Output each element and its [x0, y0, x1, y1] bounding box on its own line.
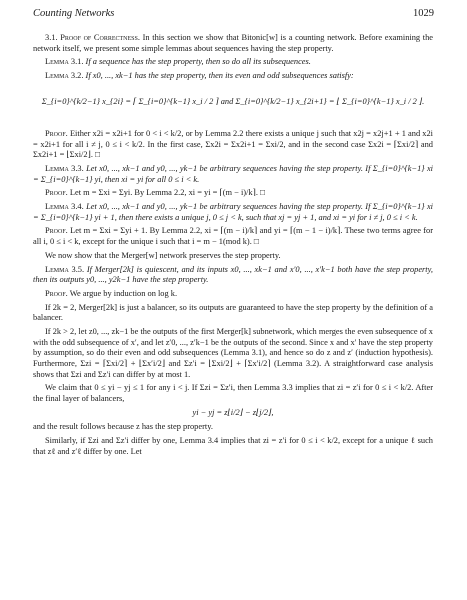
lemma-statement: If Merger[2k] is quiescent, and its inputs x0, ..., xk−1 and x′0, ..., x′k−1 both have the step property, then its outputs y0, ..., y2k−1 have the step property.: [33, 264, 433, 285]
section-paragraph: [33, 33, 433, 54]
proof-paragraph: We claim that 0 ≤ yi − yj ≤ 1 for any i < j. If Σzi = Σz′i, then Lemma 3.3 implies that zi = z′i for 0 ≤ i < k/2. After the final layer of balancers,: [33, 383, 433, 403]
proof-3-5-intro: [33, 289, 433, 300]
proof-paragraph: If 2k = 2, Merger[2k] is just a balancer, so its outputs are guaranteed to have the step property by the definition of a balancer.: [33, 302, 433, 323]
body-text: [33, 33, 433, 460]
equation-y-difference: yi − yj = z⌊i/2⌋ − z⌊j/2⌋,: [192, 407, 274, 417]
proof-label: Proof.: [45, 226, 68, 236]
lemma-3-5: [33, 265, 433, 286]
qed-mark: □: [260, 188, 266, 198]
qed-mark: □: [95, 150, 101, 160]
proof-paragraph: Similarly, if Σzi and Σz′i differ by one, Lemma 3.4 implies that zi = z′i for 0 ≤ i < k/2, except for a unique ℓ such that zℓ and z′ℓ differ by one. Let: [33, 436, 433, 456]
proof-text: Let m = Σxi = Σyi. By Lemma 2.2, xi = yi = ⌈(m − i)/k⌉.: [69, 188, 258, 198]
lemma-label: Lemma 3.1.: [45, 57, 84, 67]
page-number: 1029: [413, 8, 434, 19]
proof-text: We argue by induction on log k.: [69, 288, 178, 298]
running-title: Counting Networks: [33, 8, 115, 19]
lemma-3-2: [33, 71, 433, 82]
proof-text: Either x2i = x2i+1 for 0 < i < k/2, or by Lemma 2.2 there exists a unique j such that x2j = x2j+1 + 1 and x2i = x2i+1 for all i ≠ j, 0 ≤ i < k/2. In the first case, Σx2i = Σx2i+1 = Σxi/2, and in the second case Σx2i = ⌈Σxi/2⌉ and Σx2i+1 = ⌊Σxi/2⌋.: [33, 128, 434, 160]
proof-paragraph: and the result follows because z has the step property.: [33, 422, 213, 432]
proof-text: Let m = Σxi = Σyi + 1. By Lemma 2.2, xi = ⌈(m − i)/k⌉ and yi = ⌈(m − 1 − i)/k⌉. These two terms agree for all i, 0 ≤ i < k, except for the unique i such that i = m − 1(mod k).: [33, 226, 434, 247]
proof-label: Proof.: [45, 188, 68, 198]
proof-label: Proof.: [45, 128, 68, 138]
lemma-label: Lemma 3.4.: [45, 202, 84, 212]
proof-label: Proof.: [45, 288, 68, 298]
running-header: [33, 8, 434, 22]
lemma-label: Lemma 3.5.: [45, 264, 85, 274]
section-intro: In this section we show that Bitonic[w] is a counting network. Before examining the network itself, we present some simple lemmas about sequences having the step property.: [33, 33, 434, 53]
qed-mark: □: [253, 237, 259, 247]
lemma-3-1: [33, 57, 433, 68]
lemma-statement: Let x0, ..., xk−1 and y0, ..., yk−1 be arbitrary sequences having the step property. If Σ_{i=0}^{k−1} xi = Σ_{i=0}^{k−1} yi, then xi = yi for all 0 ≤ i < k.: [33, 163, 434, 184]
proof-3-4: [33, 226, 433, 247]
lemma-3-4: [33, 202, 433, 223]
proof-3-2: [33, 129, 433, 161]
lemma-label: Lemma 3.3.: [45, 163, 84, 173]
proof-3-3: [33, 188, 433, 199]
equation-3-2: Σ_{i=0}^{k/2−1} x_{2i} = ⌈ Σ_{i=0}^{k−1} x_i / 2 ⌉ and Σ_{i=0}^{k/2−1} x_{2i+1} = ⌊ Σ_{i=0}^{k−1} x_i / 2 ⌋.: [41, 96, 425, 106]
section-heading: 3.1. Proof of Correctness.: [45, 33, 140, 42]
lemma-label: Lemma 3.2.: [45, 71, 84, 81]
lemma-statement: If x0, ..., xk−1 has the step property, then its even and odd subsequences satisfy:: [85, 71, 354, 81]
lemma-3-3: [33, 164, 433, 185]
transition-paragraph: We now show that the Merger[w] network preserves the step property.: [45, 250, 281, 260]
lemma-statement: Let x0, ..., xk−1 and y0, ..., yk−1 be arbitrary sequences having the step property. If Σ_{i=0}^{k−1} xi = Σ_{i=0}^{k−1} yi + 1, then there exists a unique j, 0 ≤ j < k, such that xj = yj + 1, and xi = yi for i ≠ j, 0 ≤ i < k.: [33, 202, 434, 222]
proof-paragraph: If 2k > 2, let z0, ..., zk−1 be the outputs of the first Merger[k] subnetwork, which merges the even subsequence of x with the odd subsequence of x′, and let z′0, ..., z′k−1 be the outputs of the second. Since x and x′ have the step property by assumption, so do their even and odd subsequences (Lemma 3.1), and hence so do z and z′ (induction hypothesis). Furthermore, Σzi = ⌈Σxi/2⌉ + ⌊Σx′i/2⌋ and Σz′i = ⌊Σxi/2⌋ + ⌈Σx′i/2⌉ (Lemma 3.2). A straightforward case analysis shows that Σzi and Σz′i can differ by at most 1.: [33, 327, 433, 379]
lemma-statement: If a sequence has the step property, then so do all its subsequences.: [85, 57, 311, 67]
